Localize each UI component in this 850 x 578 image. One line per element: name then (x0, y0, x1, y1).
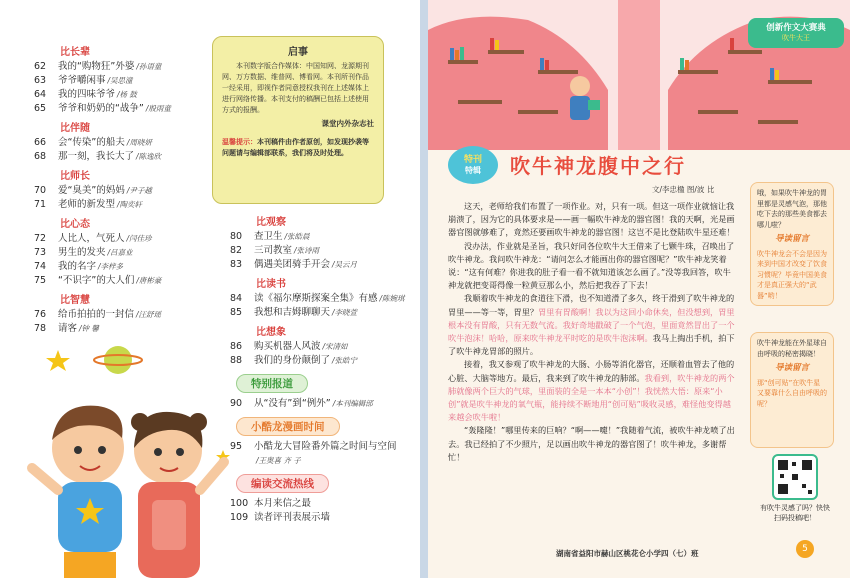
banner-exchange: 编读交流热线 (236, 474, 329, 493)
toc-row[interactable] (226, 354, 406, 368)
toc-author: /吴思潼 (107, 76, 133, 85)
child-reader (570, 76, 590, 96)
toc-author: /李梓多 (98, 262, 124, 271)
paragraph: 我顺着吹牛神龙的食道往下滑，也不知道滑了多久，终于滑到了吹牛神龙的胃里——等一等，胃里？胃里有胃酸啊！我以为这回小命休矣，但没想到，胃里根本没有胃酸，只有无数气流。我好奇地戳破了一个气泡，里面竟然冒出了一个吹牛泡沫！哈哈，原来吹牛神龙平时吃的是吹牛泡沫啊。我马上掏出手机，拍下了吹牛神龙胃部的照片。 (448, 293, 735, 357)
toc-author: /尹子越 (126, 186, 152, 195)
toc-num: 72 (34, 233, 47, 244)
toc-row[interactable] (30, 60, 210, 74)
toc-row[interactable] (30, 246, 210, 260)
toc-author: /周晓妍 (126, 138, 152, 147)
toc-title: 给币拍拍的一封信 (58, 309, 135, 320)
toc-num: 70 (34, 185, 47, 196)
toc-row[interactable] (30, 150, 210, 164)
toc-num: 84 (230, 293, 243, 304)
note-label: 导读留言 (774, 363, 809, 373)
toc-num: 109 (230, 512, 249, 523)
kids-illustration (18, 330, 238, 578)
toc-author: /吕嘉业 (107, 248, 133, 257)
toc-row[interactable] (30, 308, 210, 322)
notice-box (212, 36, 384, 204)
toc-author: /张皓宁 (332, 356, 358, 365)
notice-body: 本刊数字版合作媒体：中国知网、龙源期刊网、万方数据、维普网、博看网。本刊所刊作品一经采用，即视作者同意授权我刊在上述媒体上进行网络传播。本刊支付的稿酬已包括上述使用方式的报酬。 (222, 62, 369, 114)
toc-num: 71 (34, 199, 47, 210)
toc-row[interactable]: 95 小酷龙大冒险番外篇之时间与空间 (230, 441, 397, 452)
toc-author: /殷雨童 (145, 104, 171, 113)
toc-section-title: 比观察 (256, 217, 286, 228)
toc-num: 80 (230, 231, 243, 242)
toc-author: /闫佳珍 (126, 234, 152, 243)
note-question: 哦，如果吹牛神龙的胃里都是灵感气泡，那他吃下去的那些美食都去哪儿啦？ (757, 189, 827, 229)
toc-num: 63 (34, 75, 47, 86)
qr-submit-block[interactable] (760, 454, 830, 540)
toc-num: 64 (34, 89, 47, 100)
toc-section-title: 比师长 (60, 171, 90, 182)
toc-title: 三司教室 (254, 245, 293, 256)
toc-author: /李晓萱 (332, 308, 358, 317)
toc-num: 65 (34, 103, 47, 114)
toc-row[interactable] (226, 258, 406, 272)
left-page (0, 0, 420, 578)
toc-title: 偶遇美团骑手开会 (254, 259, 331, 270)
special-tag-top: 特刊 (463, 155, 482, 165)
notice-tip-label: 温馨提示： (222, 138, 257, 146)
toc-row[interactable] (30, 232, 210, 246)
notice-sign: 课堂内外杂志社 (321, 119, 374, 128)
editor-comment: 我看到，吹牛神龙的两个肺就像两个巨大的气球，里面装的全是一本本“小创”！我恍然大悟：原来“小创”就是吹牛神龙的氧气瓶，能持续不断地用“创可贴”吸收灵感，难怪他变得越来越会吹牛啦！ (448, 372, 735, 423)
toc-title: 我的“购物狂”外婆 (58, 61, 135, 72)
notice-title: 启事 (288, 47, 308, 58)
banner-special: 特别报道 (236, 374, 308, 393)
special-tag-bottom: 特辑 (465, 166, 481, 175)
toc-title: 老师的新发型 (58, 199, 116, 210)
toc-title: 我们的身份颠倒了 (254, 355, 331, 366)
toc-author: /汪舒瑶 (136, 310, 162, 319)
toc-row[interactable] (226, 340, 406, 354)
brand-subtitle: 吹牛大王 (782, 34, 810, 42)
toc-author: /陈逸欣 (136, 152, 162, 161)
note-question: 吹牛神龙能在外星球自由呼吸的秘密揭晓！ (757, 339, 827, 358)
notice-tip (222, 137, 374, 159)
toc-title: 请客 (58, 323, 78, 334)
toc-row[interactable] (30, 198, 210, 212)
qr-caption: 有吹牛灵感了吗？快快扫码投稿吧！ (760, 504, 830, 522)
toc-row[interactable] (226, 511, 406, 525)
special-tag (448, 146, 498, 184)
toc-row[interactable] (30, 274, 210, 288)
toc-author: /杨 鼓 (117, 90, 137, 99)
toc-title: “不识字”的大人们 (58, 275, 135, 286)
paragraph: “轰隆隆！”哪里传来的巨响？“啊——嚏！”我随着气流，被吹牛神龙喷了出去。我已经拍了不少照片，足以画出吹牛神龙的器官图了！吹牛神龙，多谢帮忙！ (448, 425, 735, 462)
toc-num: 85 (230, 307, 243, 318)
paragraph: 没办法，作业就是圣旨，我只好同各位吹牛大王借来了七颗牛珠，召唤出了吹牛神龙。我问吹牛神龙：“请问怎么才能画出你的器官图呢？”吹牛神龙笑着说：“这有何难？你进我的肚子看一看不就知道该怎么画了。”没等我回答，吹牛神龙就把变哥得像一粒黄豆那么小，然后把我吞了下去！ (448, 240, 735, 291)
toc-row[interactable] (226, 497, 406, 511)
toc-author: /孙语童 (136, 62, 162, 71)
banner-comic: 小酷龙漫画时间 (236, 417, 340, 436)
toc-num: 74 (34, 261, 47, 272)
toc-num: 68 (34, 151, 47, 162)
toc-author: /张皓晨 (284, 232, 310, 241)
toc-row[interactable]: 90 从“没有”到“例外” /本刊编辑部 (230, 398, 373, 409)
toc-title: 我的四味爷爷 (58, 89, 116, 100)
toc-num: 86 (230, 341, 243, 352)
page-number: 5 (796, 540, 814, 558)
toc-title: 人比人，气死人 (58, 233, 125, 244)
toc-section-title: 比智慧 (60, 295, 90, 306)
toc-section-title: 比长辈 (60, 47, 90, 58)
toc-num: 78 (34, 323, 47, 334)
note-answer: 吹牛神龙会不会是因为来到中国才改变了饮食习惯呢？毕竟中国美食才是真正强大的“武器”哟！ (757, 249, 827, 300)
toc-num: 76 (34, 309, 47, 320)
toc-title: 读《福尔摩斯探案全集》有感 (254, 293, 378, 304)
toc-num: 75 (34, 275, 47, 286)
toc-author: /吴云月 (332, 260, 358, 269)
toc-left (30, 40, 210, 336)
toc-num: 73 (34, 247, 47, 258)
toc-author: /宋清如 (322, 342, 348, 351)
toc-title: 男生的发夹 (58, 247, 106, 258)
paragraph: 接着，我又参观了吹牛神龙的大肠、小肠等消化器官，还顺着血管去了他的心脏、大脑等地方。最后，我来到了吹牛神龙的肺部。我看到，吹牛神龙的两个肺就像两个巨大的气球，里面装的全是一本本“小创”！我恍然大悟：原来“小创”就是吹牛神龙的氧气瓶，能持续不断地用“创可贴”吸收灵感，难怪他变得越来越会吹牛啦！ (448, 359, 735, 423)
author-school: 湖南省益阳市赫山区桃花仑小学四（七）班 (556, 549, 699, 558)
side-note-1 (750, 182, 834, 306)
toc-row[interactable] (30, 136, 210, 150)
toc-title: 爷爷嚼闲事 (58, 75, 106, 86)
toc-row[interactable] (30, 102, 210, 116)
notice-tip-text: 本刊稿件由作者原创，如发现抄袭等问题请与编辑部联系，我们将及时处理。 (222, 138, 369, 157)
toc-row[interactable] (30, 88, 210, 102)
toc-title: 那一刻，我长大了 (58, 151, 135, 162)
paragraph: 这天，老师给我们布置了一项作业。对，只有一项。但这一项作业就恼让我崩溃了，因为它的具体要求是——画一幅吹牛神龙的器官图！我的天啊，光是画器官图就够难了，竟然还要画吹牛神龙的器官图！这岂不是比登陆吹牛星还难！ (448, 201, 735, 238)
toc-author: /钟 馨 (79, 324, 99, 333)
note-answer: 那“创可贴”在吹牛星又要靠什么自由呼吸的呢？ (757, 378, 827, 408)
toc-author: /唐彬豪 (136, 276, 162, 285)
toc-row: /王奥喜 齐 子 (256, 456, 301, 465)
article-byline: 文/李忠楹 图/波 比 (652, 185, 715, 194)
toc-author: /张诗雨 (294, 246, 320, 255)
toc-num: 62 (34, 61, 47, 72)
toc-num: 100 (230, 498, 249, 509)
toc-author: /陶奕轩 (117, 200, 143, 209)
toc-row[interactable] (30, 260, 210, 274)
toc-section-title: 比想象 (256, 327, 286, 338)
toc-title: 读者评刊表展示墙 (254, 512, 331, 523)
toc-num: 88 (230, 355, 243, 366)
toc-title: 购买机器人风波 (254, 341, 321, 352)
note-label: 导读留言 (774, 234, 809, 244)
brand-title: 创新作文大赛典 (766, 23, 826, 33)
editor-comment: 胃里有胃酸啊！我以为这回小命休矣，但没想到，胃里根本没有胃酸，只有无数气流。我好奇地戳破了一个气泡，里面竟然冒出了一个吹牛泡沫！哈哈，原来吹牛神龙平时吃的是吹牛泡沫啊。 (448, 306, 735, 344)
toc-row[interactable] (30, 184, 210, 198)
toc-num: 82 (230, 245, 243, 256)
toc-title: 我的名字 (58, 261, 97, 272)
toc-row[interactable] (226, 230, 406, 244)
header-illustration (428, 0, 850, 150)
toc-title: 查卫生 (254, 231, 283, 242)
toc-author: /陈婉琪 (379, 294, 405, 303)
toc-row[interactable] (226, 292, 406, 306)
toc-num: 66 (34, 137, 47, 148)
planet-icon (104, 346, 132, 374)
toc-section-title: 比心态 (60, 219, 90, 230)
article-body (448, 200, 736, 464)
toc-title: 我想和吉姆聊聊天 (254, 307, 331, 318)
side-note-2 (750, 332, 834, 448)
brand-badge (748, 18, 844, 48)
toc-title: 会“传染”的船夫 (58, 137, 125, 148)
toc-title: 爱“臭美”的妈妈 (58, 185, 125, 196)
toc-row[interactable] (226, 306, 406, 320)
qr-code-icon[interactable] (772, 454, 818, 500)
toc-title: 本月来信之最 (254, 498, 312, 509)
right-page (428, 0, 850, 578)
toc-title: 爷爷和奶奶的“战争” (58, 103, 144, 114)
article-title: 吹牛神龙腹中之行 (510, 154, 686, 178)
toc-section-title: 比读书 (256, 279, 286, 290)
toc-right (226, 210, 406, 525)
toc-num: 83 (230, 259, 243, 270)
toc-row[interactable] (226, 244, 406, 258)
toc-section-title: 比伴随 (60, 123, 90, 134)
page-gutter (420, 0, 428, 578)
toc-row[interactable] (30, 74, 210, 88)
star-icon (46, 350, 70, 371)
